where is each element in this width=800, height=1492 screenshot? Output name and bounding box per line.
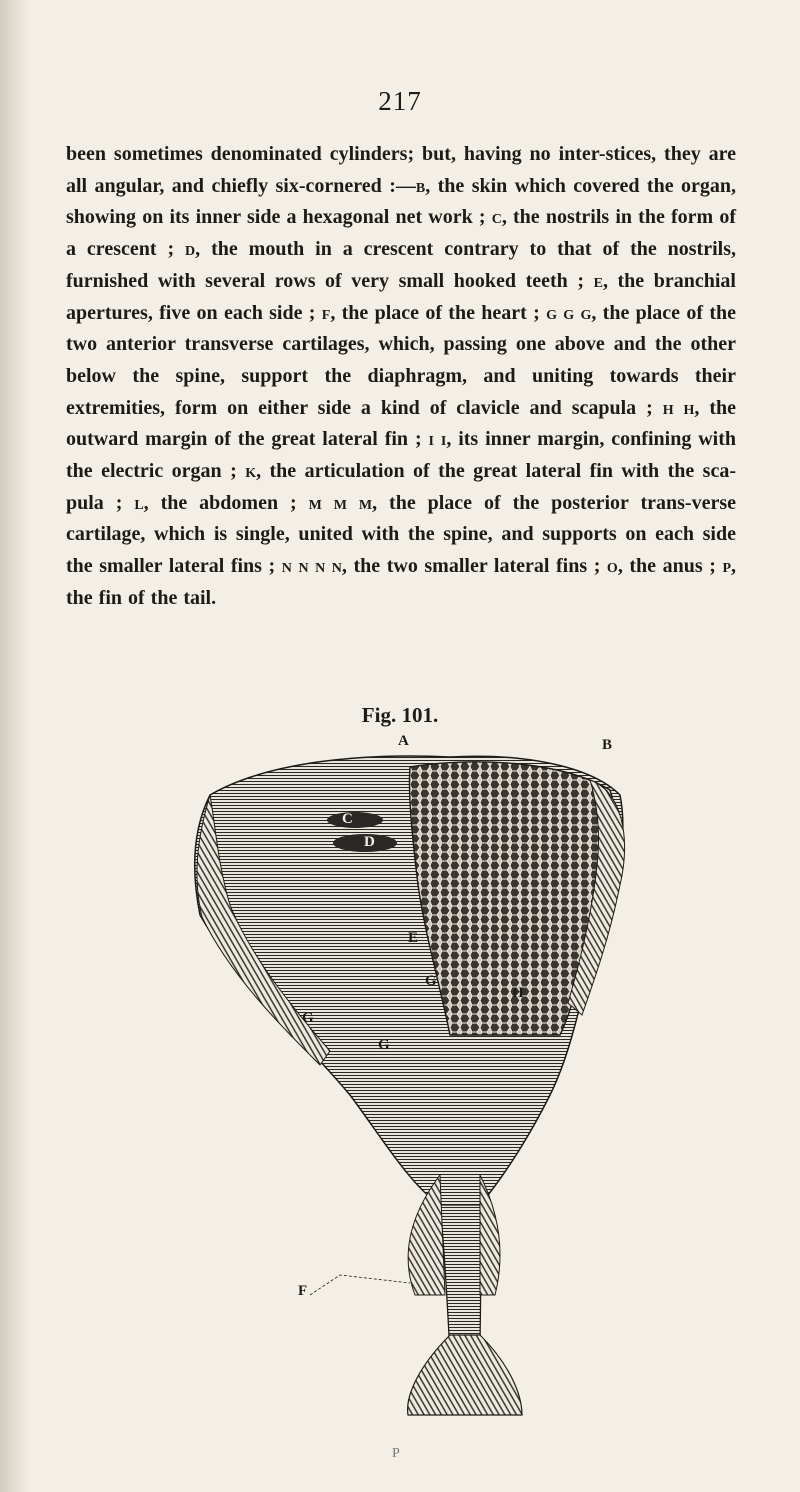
- label-g-2: G: [302, 1010, 314, 1026]
- figure-caption: Fig. 101.: [361, 703, 439, 727]
- figure-key-letter: l: [134, 491, 144, 514]
- label-b: B: [602, 737, 613, 753]
- figure-key-letter: p: [722, 555, 731, 578]
- label-g-1: G: [425, 973, 437, 989]
- label-h: H: [512, 985, 524, 1001]
- figure-key-letter: n n n n: [281, 555, 342, 578]
- figure-key-letter: b: [415, 174, 426, 197]
- text-run: been sometimes denominated cylinders; but, having no inter-stices, they are all angular, and chiefly six-cornered :—: [66, 143, 736, 197]
- text-run: , the two smaller lateral fins ;: [341, 555, 607, 578]
- text-run: , the abdomen ;: [143, 491, 309, 514]
- nostrils: [327, 812, 383, 828]
- figure-key-letter: i i: [428, 428, 447, 451]
- text-run: , its inner margin, confining with the electric organ ;: [66, 428, 737, 483]
- label-f: F: [298, 1283, 308, 1299]
- text-run: , the fin of the tail.: [66, 555, 736, 609]
- label-p: P: [392, 1446, 400, 1461]
- text-run: , the nostrils in the form of a crescent ;: [66, 206, 736, 261]
- torpedo-figure: [150, 735, 670, 1435]
- figure-key-letter: o: [606, 555, 618, 578]
- label-a: A: [398, 733, 409, 749]
- text-run: , the branchial apertures, five on each side ;: [66, 269, 736, 324]
- text-run: , the place of the posterior trans-verse cartilage, which is single, united with the spine, and supports on each side the smaller lateral fins ;: [66, 491, 736, 578]
- text-run: , the place of the heart ;: [330, 301, 547, 324]
- figure-key-letter: f: [321, 301, 331, 324]
- page-number: 217: [378, 86, 422, 116]
- page-edge-shadow: [0, 0, 30, 1492]
- label-g-3: G: [378, 1037, 390, 1053]
- figure-key-letter: m m m: [308, 491, 373, 514]
- tail-fin: [408, 1335, 522, 1415]
- leader-line-f: [310, 1275, 410, 1295]
- label-d: D: [364, 834, 375, 850]
- torpedo-illustration: [150, 735, 670, 1435]
- text-run: , the articulation of the great lateral fin with the sca-pula ;: [66, 460, 736, 514]
- figure-key-letter: h h: [662, 396, 695, 419]
- text-run: , the outward margin of the great lateral fin ;: [66, 396, 736, 451]
- figure-key-letter: e: [593, 269, 603, 292]
- figure-key-letter: c: [491, 206, 502, 229]
- label-c: C: [342, 811, 353, 827]
- text-run: , the place of the two anterior transverse cartilages, which, passing one above and the other below the spine, support the diaphragm, and uniting towards their extremities, form on either side a kind of clavicle and scapula ;: [66, 301, 736, 419]
- body-paragraph: [66, 139, 736, 615]
- figure-key-letter: g g g: [546, 301, 592, 324]
- text-run: , the mouth in a crescent contrary to that of the nostrils, furnished with several rows of very small hooked teeth ;: [66, 238, 736, 292]
- label-e: E: [408, 930, 419, 946]
- figure-key-letter: k: [245, 460, 257, 483]
- tail-stem: [440, 1205, 481, 1355]
- text-run: , the anus ;: [617, 555, 723, 578]
- figure-key-letter: d: [185, 238, 196, 261]
- text-run: , the skin which covered the organ, showing on its inner side a hexagonal net work ;: [66, 174, 736, 229]
